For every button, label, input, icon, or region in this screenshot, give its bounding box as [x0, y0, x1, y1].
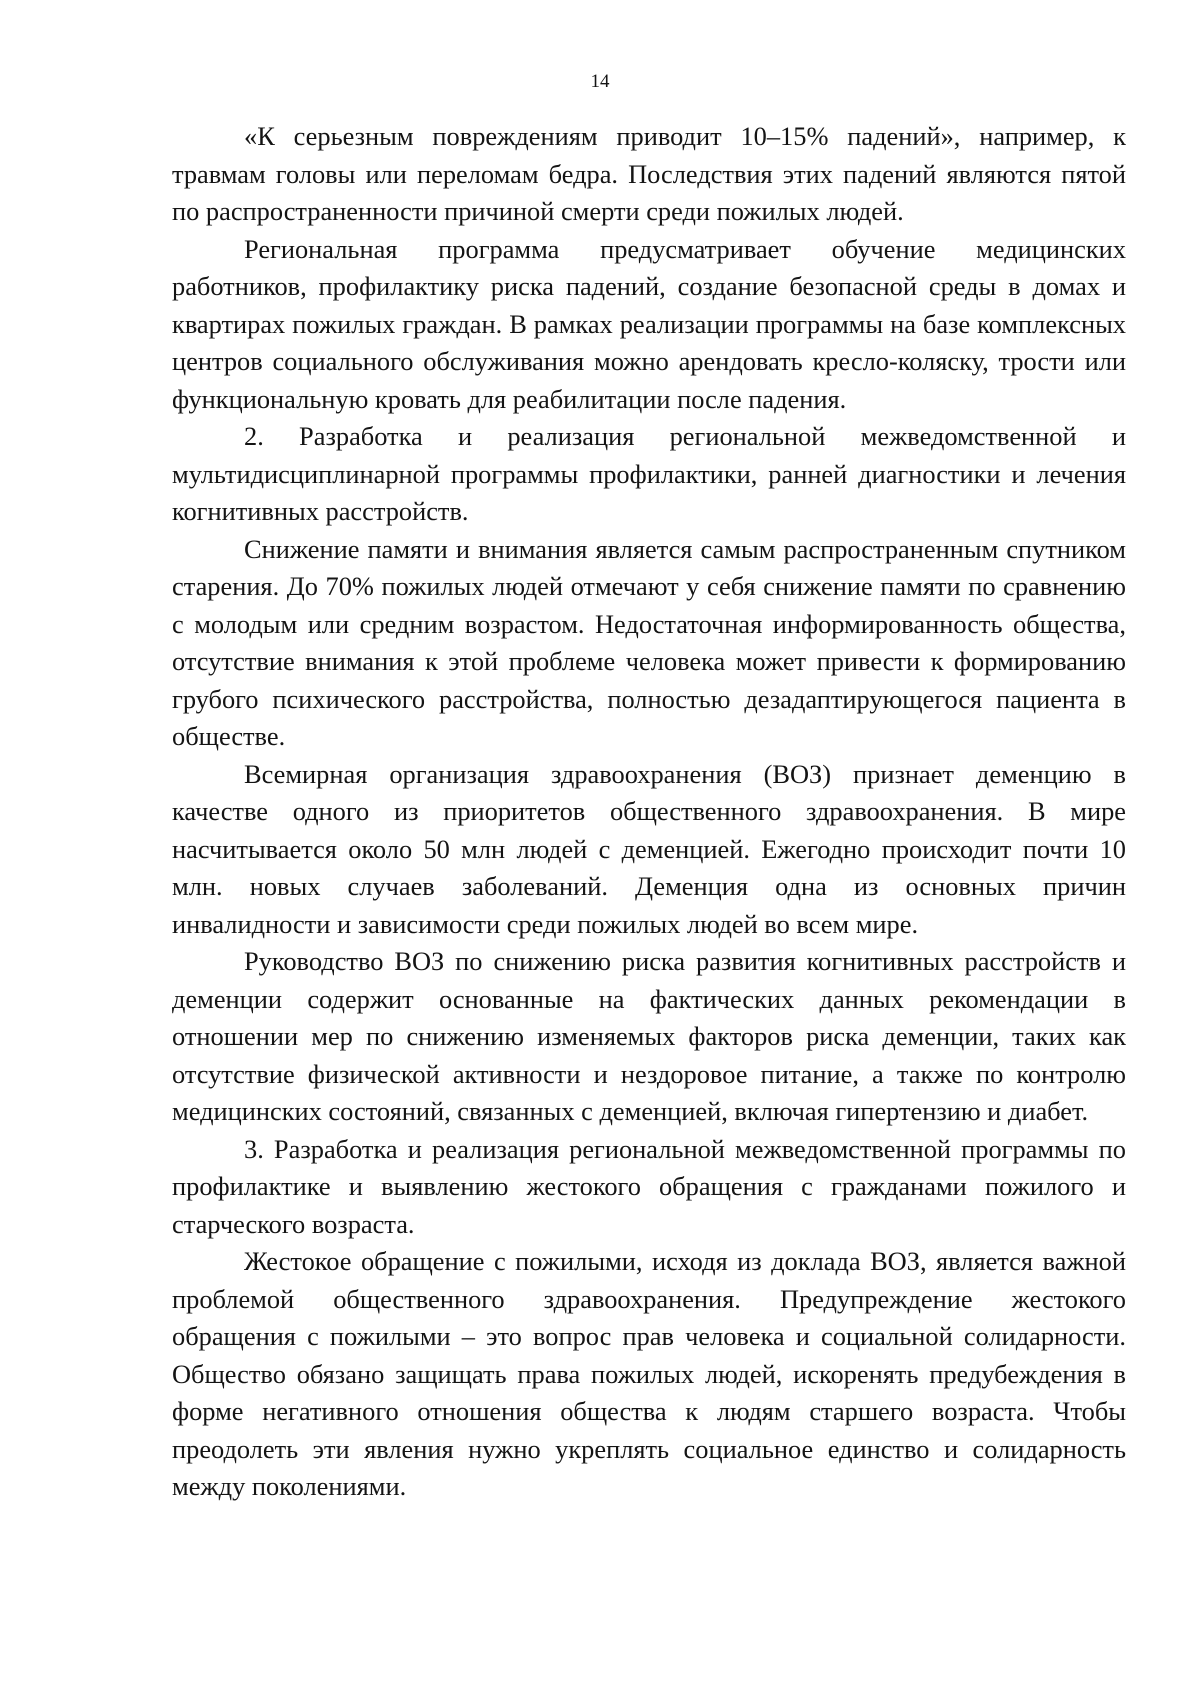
paragraph-falls-injuries: «К серьезным повреждениям приводит 10–15% падений», например, к травмам головы или переломам бедра. Последствия этих падений являются пятой по распространенности причиной смерти среди пожилых людей. — [172, 121, 1126, 226]
document-body — [172, 118, 1126, 1506]
paragraph-who-dementia: Всемирная организация здравоохранения (ВОЗ) признает деменцию в качестве одного из приоритетов общественного здравоохранения. В мире насчитывается около 50 млн людей с деменцией. Ежегодно происходит почти 10 млн. новых случаев заболеваний. Деменция одна из основных причин инвалидности и зависимости среди пожилых людей во всем мире. — [172, 758, 1126, 939]
paragraph-regional-program: Региональная программа предусматривает обучение медицинских работников, профилактику риска падений, создание безопасной среды в домах и квартирах пожилых граждан. В рамках реализации программы на базе комплексных центров социального обслуживания можно арендовать кресло-коляску, трости или функциональную кровать для реабилитации после падения. — [172, 233, 1126, 414]
page-number: 14 — [590, 71, 610, 92]
paragraph-who-guidelines: Руководство ВОЗ по снижению риска развития когнитивных расстройств и деменции содержит основанные на фактических данных рекомендации в отношении мер по снижению изменяемых факторов риска деменции, таких как отсутствие физической активности и нездоровое питание, а также по контролю медицинских состояний, связанных с деменцией, включая гипертензию и диабет. — [172, 946, 1126, 1126]
paragraph-elder-abuse: Жестокое обращение с пожилыми, исходя из доклада ВОЗ, является важной проблемой общественного здравоохранения. Предупреждение жестокого обращения с пожилыми – это вопрос прав человека и социальной солидарности. Общество обязано защищать права пожилых людей, искоренять предубеждения в форме негативного отношения общества к людям старшего возраста. Чтобы преодолеть эти явления нужно укреплять социальное единство и солидарность между поколениями. — [172, 1246, 1126, 1501]
paragraph-memory-decline: Снижение памяти и внимания является самым распространенным спутником старения. До 70% пожилых людей отмечают у себя снижение памяти по сравнению с молодым или средним возрастом. Недостаточная информированность общества, отсутствие внимания к этой проблеме человека может привести к формированию грубого психического расстройства, полностью дезадаптирующегося пациента в обществе. — [172, 533, 1126, 751]
paragraph-item-3-heading: 3. Разработка и реализация региональной межведомственной программы по профилактике и выявлению жестокого обращения с гражданами пожилого и старческого возраста. — [172, 1133, 1126, 1239]
paragraph-item-2-heading: 2. Разработка и реализация региональной межведомственной и мультидисциплинарной программы профилактики, ранней диагностики и лечения когнитивных расстройств. — [172, 421, 1126, 526]
